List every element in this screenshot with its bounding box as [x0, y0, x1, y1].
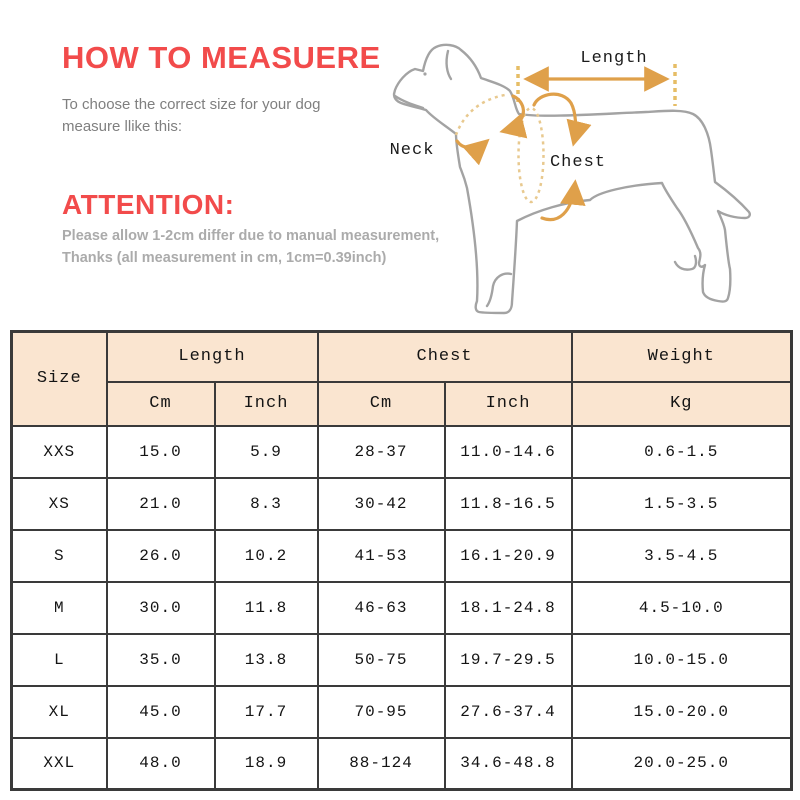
- cell-chest-cm: 46-63: [318, 582, 445, 634]
- cell-chest-cm: 70-95: [318, 686, 445, 738]
- cell-length-cm: 35.0: [107, 634, 215, 686]
- cell-length-cm: 30.0: [107, 582, 215, 634]
- cell-length-inch: 8.3: [215, 478, 318, 530]
- col-header-chest-inch: Inch: [445, 382, 572, 426]
- cell-weight-kg: 15.0-20.0: [572, 686, 792, 738]
- cell-length-inch: 11.8: [215, 582, 318, 634]
- length-label: Length: [580, 49, 648, 68]
- cell-weight-kg: 10.0-15.0: [572, 634, 792, 686]
- subtitle-line-1: To choose the correct size for your dog: [62, 96, 321, 113]
- cell-chest-inch: 11.8-16.5: [445, 478, 572, 530]
- col-header-weight: Weight: [572, 332, 792, 382]
- cell-chest-cm: 88-124: [318, 738, 445, 790]
- table-row-xl: [12, 686, 792, 738]
- chest-label: Chest: [549, 153, 607, 172]
- col-header-length: Length: [107, 332, 318, 382]
- cell-length-inch: 13.8: [215, 634, 318, 686]
- table-row-m: [12, 582, 792, 634]
- length-measure-arrow: [518, 64, 675, 106]
- col-header-chest: Chest: [318, 332, 572, 382]
- dog-measurement-diagram: [378, 22, 800, 334]
- col-header-chest-cm: Cm: [318, 382, 445, 426]
- cell-length-inch: 18.9: [215, 738, 318, 790]
- cell-chest-cm: 41-53: [318, 530, 445, 582]
- subtitle-line-2: measure llike this:: [62, 117, 183, 135]
- cell-length-cm: 45.0: [107, 686, 215, 738]
- cell-length-cm: 15.0: [107, 426, 215, 478]
- table-row-xxs: [12, 426, 792, 478]
- cell-length-inch: 10.2: [215, 530, 318, 582]
- how-to-measure-subtitle: [62, 94, 320, 138]
- cell-chest-cm: 28-37: [318, 426, 445, 478]
- table-row-xxl: [12, 738, 792, 790]
- cell-chest-cm: 50-75: [318, 634, 445, 686]
- table-row-s: [12, 530, 792, 582]
- attention-line-1: Please allow 1-2cm differ due to manual measurement,: [62, 228, 440, 244]
- cell-weight-kg: 3.5-4.5: [572, 530, 792, 582]
- table-header-row-units: [12, 382, 792, 426]
- cell-chest-inch: 34.6-48.8: [445, 738, 572, 790]
- col-header-weight-kg: Kg: [572, 382, 792, 426]
- cell-chest-inch: 27.6-37.4: [445, 686, 572, 738]
- col-header-size: Size: [12, 332, 107, 426]
- attention-title: ATTENTION:: [62, 189, 235, 220]
- cell-size: XXS: [12, 426, 107, 478]
- cell-weight-kg: 20.0-25.0: [572, 738, 792, 790]
- attention-line-2: Thanks (all measurement in cm, 1cm=0.39inch): [62, 249, 387, 266]
- col-header-length-cm: Cm: [107, 382, 215, 426]
- neck-label: Neck: [389, 141, 435, 160]
- cell-size: XL: [12, 686, 107, 738]
- cell-weight-kg: 1.5-3.5: [572, 478, 792, 530]
- cell-chest-inch: 19.7-29.5: [445, 634, 572, 686]
- table-row-l: [12, 634, 792, 686]
- cell-chest-inch: 18.1-24.8: [445, 582, 572, 634]
- cell-length-cm: 26.0: [107, 530, 215, 582]
- cell-length-cm: 48.0: [107, 738, 215, 790]
- cell-weight-kg: 0.6-1.5: [572, 426, 792, 478]
- cell-weight-kg: 4.5-10.0: [572, 582, 792, 634]
- size-table: [10, 330, 793, 791]
- dog-outline-drawing: [394, 45, 750, 313]
- cell-chest-cm: 30-42: [318, 478, 445, 530]
- cell-size: XXL: [12, 738, 107, 790]
- cell-size: M: [12, 582, 107, 634]
- cell-length-inch: 17.7: [215, 686, 318, 738]
- table-row-xs: [12, 478, 792, 530]
- cell-chest-inch: 11.0-14.6: [445, 426, 572, 478]
- cell-size: L: [12, 634, 107, 686]
- cell-chest-inch: 16.1-20.9: [445, 530, 572, 582]
- cell-size: S: [12, 530, 107, 582]
- col-header-length-inch: Inch: [215, 382, 318, 426]
- table-header-row-groups: [12, 332, 792, 382]
- how-to-measure-title: HOW TO MEASUERE: [62, 40, 381, 75]
- cell-size: XS: [12, 478, 107, 530]
- cell-length-cm: 21.0: [107, 478, 215, 530]
- cell-length-inch: 5.9: [215, 426, 318, 478]
